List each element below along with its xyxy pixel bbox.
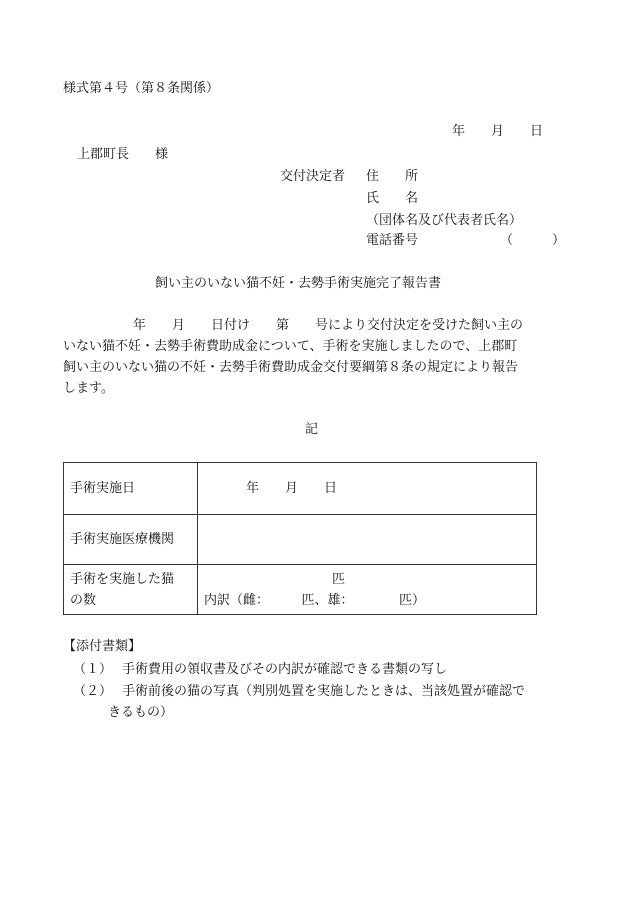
phone-label: 電話番号 <box>366 233 419 248</box>
surgery-date-label: 手術実施日 <box>64 463 198 515</box>
ki-heading: 記 <box>305 422 319 437</box>
body-line-3: 飼い主のいない猫の不妊・去勢手術費助成金交付要綱第８条の規定により報告 <box>63 360 519 375</box>
surgery-date-text: 年 月 日 <box>246 480 338 496</box>
document-title: 飼い主のいない猫不妊・去勢手術実施完了報告書 <box>155 276 442 291</box>
form-number: 様式第４号（第８条関係） <box>63 81 220 96</box>
applicant-role: 交付決定者 <box>280 169 346 184</box>
report-date: 年 月 日 <box>452 124 544 139</box>
attachment-1-text: 手術費用の領収書及びその内訳が確認できる書類の写し <box>122 662 448 677</box>
cat-count-unit: 匹 <box>332 571 346 587</box>
medical-institution-label: 手術実施医療機関 <box>64 515 198 565</box>
attachment-2-text-line-2: きるもの） <box>108 705 174 720</box>
cat-count-value <box>198 565 537 615</box>
attachments-heading: 【添付書類】 <box>63 639 142 654</box>
attachment-1-number: （１） <box>73 662 113 677</box>
cat-count-label-line-2: の数 <box>70 592 97 608</box>
body-line-1: 年 月 日付け 第 号により交付決定を受けた飼い主の <box>133 318 524 333</box>
medical-institution-value <box>198 515 537 565</box>
address-label: 住 所 <box>366 169 419 184</box>
table-row <box>64 565 537 615</box>
name-label: 氏 名 <box>366 191 419 206</box>
body-line-4: します。 <box>63 381 114 396</box>
cat-count-breakdown: 内訳（雌： 匹、雄： 匹） <box>204 592 426 608</box>
cat-count-label <box>64 565 198 615</box>
report-table <box>63 462 537 615</box>
body-line-2: いない猫不妊・去勢手術費助成金について、手術を実施しましたので、上郡町 <box>63 339 518 354</box>
attachment-2-text-line-1: 手術前後の猫の写真（判別処置を実施したときは、当該処置が確認で <box>122 684 526 699</box>
addressee: 上郡町長 様 <box>77 147 169 162</box>
table-row <box>64 515 537 565</box>
attachment-2-number: （２） <box>73 684 113 699</box>
group-note: （団体名及び代表者氏名） <box>366 213 523 228</box>
table-row <box>64 463 537 515</box>
surgery-date-value <box>198 463 537 515</box>
cat-count-label-line-1: 手術を実施した猫 <box>70 571 175 587</box>
phone-parentheses: （ ） <box>500 233 566 248</box>
